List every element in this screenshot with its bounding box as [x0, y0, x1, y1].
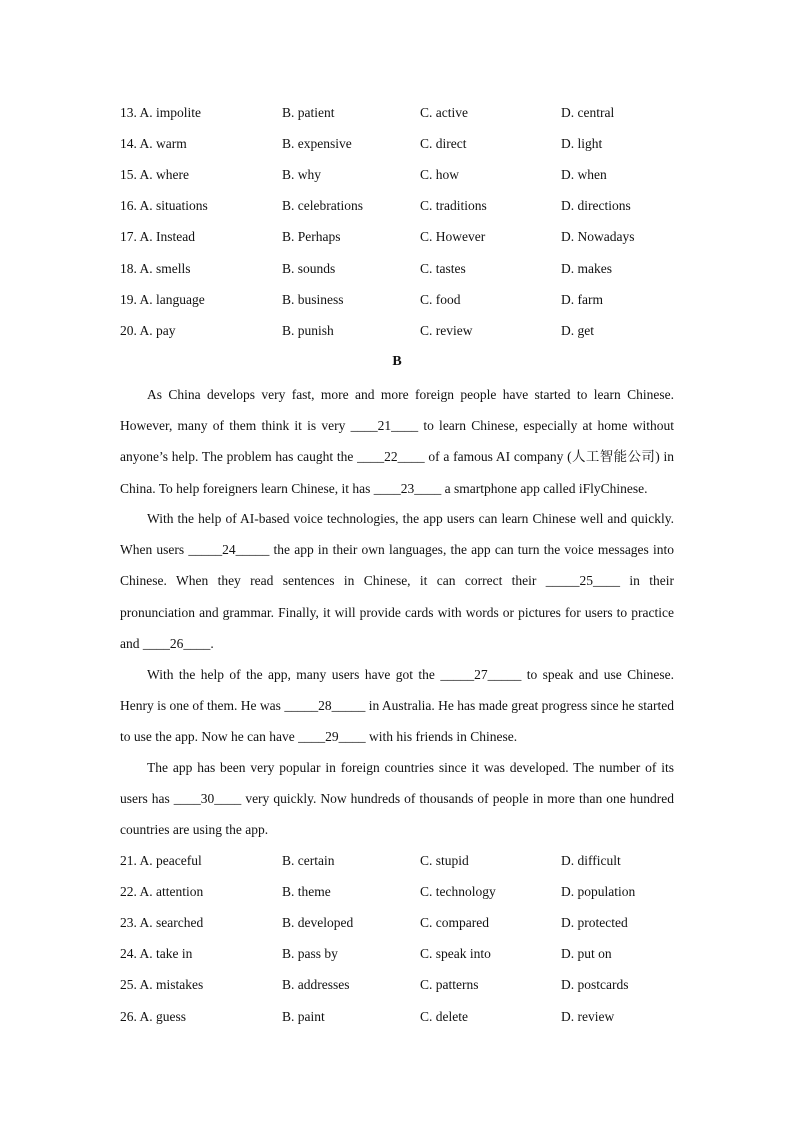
- option-a: [120, 284, 205, 315]
- option-b: B. developed: [282, 915, 354, 931]
- option-d: D. makes: [561, 260, 612, 276]
- option-a: [120, 190, 208, 221]
- question-number: 17. A.: [120, 229, 153, 245]
- option-b: B. certain: [282, 853, 335, 868]
- question-row: [120, 284, 680, 315]
- question-number: 24. A.: [120, 946, 153, 962]
- blank-22: ____22____: [357, 449, 425, 465]
- option-d: D. protected: [561, 915, 628, 931]
- option-c: C. patterns: [420, 977, 479, 993]
- paragraph-text: the app in their own languages, the app can turn the voice messages into Chinese. When they read sentences in Chinese, it can correct their: [120, 542, 674, 589]
- question-row: [120, 969, 680, 1000]
- paragraph-text: in their pronunciation and grammar. Finally, it will provide cards with words or pictures for users to practice and: [120, 573, 674, 651]
- option-a-text: guess: [156, 1008, 187, 1024]
- option-d: D. central: [561, 105, 615, 120]
- question-row: [120, 221, 680, 252]
- option-d: D. put on: [561, 946, 612, 962]
- paragraph-text: with his friends in Chinese.: [365, 729, 518, 745]
- option-a-text: impolite: [156, 105, 202, 120]
- paragraph-text: to speak and use Chinese. Henry is one of them. He was: [120, 667, 674, 714]
- blank-25: _____25____: [545, 573, 621, 589]
- option-c: C. active: [420, 105, 468, 120]
- option-b: B. addresses: [282, 977, 350, 993]
- option-c: C. food: [420, 291, 461, 307]
- option-c: C. review: [420, 322, 473, 338]
- option-a: [120, 938, 192, 969]
- option-c: C. stupid: [420, 853, 469, 868]
- question-row: [120, 845, 680, 876]
- option-c: C. speak into: [420, 946, 491, 962]
- passage-paragraph-3: [120, 659, 674, 753]
- option-d: D. population: [561, 884, 636, 900]
- option-a: [120, 253, 191, 284]
- question-row: [120, 938, 680, 969]
- paragraph-text: .: [210, 635, 214, 651]
- option-b: B. paint: [282, 1008, 325, 1024]
- option-b: B. pass by: [282, 946, 338, 962]
- option-b: B. why: [282, 167, 322, 183]
- passage-paragraph-4: [120, 752, 674, 846]
- option-a-text: situations: [156, 198, 208, 214]
- option-c: C. traditions: [420, 198, 487, 214]
- option-b: B. business: [282, 291, 344, 307]
- option-d: D. farm: [561, 291, 603, 307]
- option-a: [120, 907, 203, 938]
- option-a: [120, 1001, 186, 1032]
- question-number: 19. A.: [120, 291, 153, 307]
- option-d: D. postcards: [561, 977, 629, 993]
- option-c: C. compared: [420, 915, 489, 931]
- option-c: C. how: [420, 167, 460, 183]
- option-a-text: warm: [156, 136, 187, 152]
- question-row: [120, 907, 680, 938]
- option-a-text: pay: [156, 322, 176, 338]
- question-number: 22. A.: [120, 884, 153, 900]
- question-number: 15. A.: [120, 167, 153, 183]
- blank-30: ____30____: [173, 791, 242, 807]
- option-a-text: where: [156, 167, 189, 183]
- paragraph-text: in Australia. He has made great progress since he started to use the app. Now he can have: [120, 698, 674, 745]
- option-a: [120, 315, 176, 346]
- option-a: [120, 969, 203, 1000]
- option-c: C. direct: [420, 136, 467, 152]
- option-a: [120, 128, 187, 159]
- option-a-text: searched: [156, 915, 204, 931]
- option-b: B. theme: [282, 884, 331, 900]
- paragraph-text: The app has been very popular in foreign countries since it was developed. The number of its users has: [120, 760, 674, 807]
- blank-28: _____28_____: [284, 698, 366, 714]
- paragraph-text: a smartphone app called iFlyChinese.: [441, 480, 648, 496]
- option-d: D. difficult: [561, 853, 621, 868]
- question-number: 14. A.: [120, 136, 153, 152]
- blank-29: ____29____: [298, 729, 366, 745]
- paragraph-text: As China develops very fast, more and more foreign people have started to learn Chinese. However, many of them think it is very: [120, 387, 674, 434]
- question-row: [120, 1001, 680, 1032]
- option-d: D. Nowadays: [561, 229, 635, 245]
- option-a: [120, 97, 201, 128]
- paragraph-text: With the help of AI-based voice technologies, the app users can learn Chinese well and quickly. When users: [120, 511, 674, 558]
- option-c: C. delete: [420, 1008, 468, 1024]
- option-b: B. patient: [282, 105, 335, 120]
- question-number: 26. A.: [120, 1008, 153, 1024]
- paragraph-text: to learn Chinese, especially at home without anyone’s help. The problem has caught the: [120, 418, 675, 465]
- paragraph-text: With the help of the app, many users have got the: [147, 667, 441, 682]
- option-a-text: attention: [156, 884, 204, 900]
- question-number: 25. A.: [120, 977, 153, 993]
- option-a: [120, 845, 202, 876]
- option-a-text: Instead: [156, 229, 195, 245]
- option-a: [120, 221, 195, 252]
- option-a-text: peaceful: [156, 853, 202, 868]
- option-d: D. light: [561, 136, 603, 152]
- option-a: [120, 876, 203, 907]
- question-row: [120, 315, 680, 346]
- option-b: B. Perhaps: [282, 229, 341, 245]
- section-heading: B: [392, 354, 402, 369]
- question-number: 18. A.: [120, 260, 153, 276]
- option-a: [120, 159, 189, 190]
- option-d: D. get: [561, 322, 594, 338]
- option-d: D. review: [561, 1008, 615, 1024]
- paragraph-text: very quickly. Now hundreds of thousands of people in more than one hundred countries are using the app.: [120, 791, 675, 838]
- option-b: B. celebrations: [282, 198, 363, 214]
- option-a-text: language: [156, 291, 205, 307]
- question-row: [120, 876, 680, 907]
- option-d: D. directions: [561, 198, 631, 214]
- blank-21: ____21____: [350, 418, 419, 434]
- question-row: [120, 253, 680, 284]
- question-row: [120, 97, 680, 128]
- blank-23: ____23____: [373, 480, 442, 496]
- question-row: [120, 159, 680, 190]
- option-c: C. tastes: [420, 260, 466, 276]
- question-number: 23. A.: [120, 915, 153, 931]
- blank-27: _____27_____: [440, 667, 522, 682]
- question-row: [120, 190, 680, 221]
- blank-26: ____26____: [142, 635, 211, 651]
- blank-24: _____24_____: [188, 542, 270, 558]
- question-number: 16. A.: [120, 198, 153, 214]
- option-b: B. punish: [282, 322, 334, 338]
- question-number: 20. A.: [120, 322, 153, 338]
- question-row: [120, 128, 680, 159]
- option-a-text: mistakes: [156, 977, 204, 993]
- option-c: C. However: [420, 229, 486, 245]
- question-number: 21. A.: [120, 853, 153, 868]
- option-a-text: smells: [156, 260, 191, 276]
- option-c: C. technology: [420, 884, 496, 900]
- question-number: 13. A.: [120, 105, 153, 120]
- option-b: B. expensive: [282, 136, 352, 152]
- passage-paragraph-1: [120, 379, 674, 504]
- option-b: B. sounds: [282, 260, 336, 276]
- passage-paragraph-2: [120, 503, 674, 659]
- option-d: D. when: [561, 167, 607, 183]
- paragraph-text: of a famous AI company (人工智能公司) in China. To help foreigners learn Chinese, it has: [120, 449, 674, 496]
- option-a-text: take in: [156, 946, 193, 962]
